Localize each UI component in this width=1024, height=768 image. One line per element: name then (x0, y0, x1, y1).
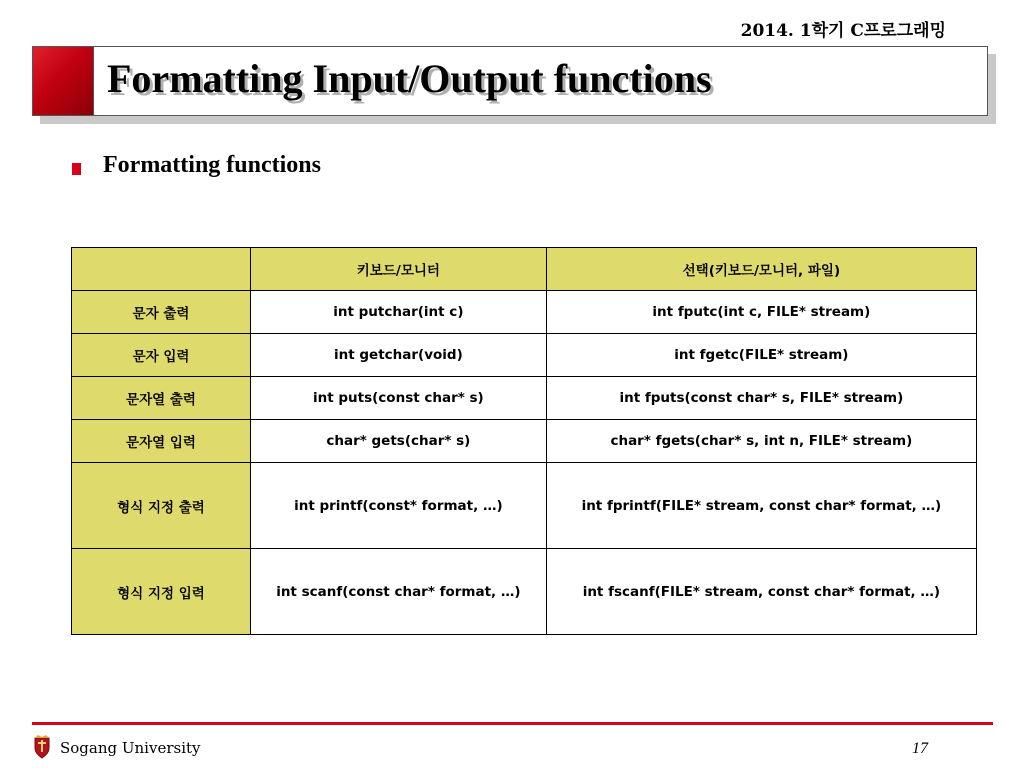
bullet-row (72, 152, 321, 179)
table-cell: int puts(const char* s) (251, 377, 547, 420)
table-cell: char* fgets(char* s, int n, FILE* stream) (546, 420, 976, 463)
table-row (72, 549, 977, 635)
university-name: Sogang University (60, 739, 201, 757)
row-label-cell: 문자 입력 (72, 334, 251, 377)
table-cell: int fputs(const char* s, FILE* stream) (546, 377, 976, 420)
course-label: 2014. 1학기 C프로그래밍 (740, 21, 946, 41)
table-header-cell: 키보드/모니터 (251, 248, 547, 291)
title-accent-block (33, 47, 94, 115)
table-cell: int fscanf(FILE* stream, const char* format, …) (546, 549, 976, 635)
row-label-cell: 형식 지정 입력 (72, 549, 251, 635)
table-cell: char* gets(char* s) (251, 420, 547, 463)
table-row (72, 420, 977, 463)
table-cell: int fgetc(FILE* stream) (546, 334, 976, 377)
table-cell: int scanf(const char* format, …) (251, 549, 547, 635)
table-cell: int putchar(int c) (251, 291, 547, 334)
row-label-cell: 형식 지정 출력 (72, 463, 251, 549)
table-header-cell (72, 248, 251, 291)
functions-table (71, 247, 977, 635)
page-number: 17 (912, 740, 928, 757)
table-row (72, 334, 977, 377)
table-row (72, 463, 977, 549)
footer-divider (32, 722, 993, 725)
title-box (32, 46, 988, 116)
slide-title: Formatting Input/Output functions (107, 56, 712, 101)
table-cell: int fputc(int c, FILE* stream) (546, 291, 976, 334)
table-header-cell: 선택(키보드/모니터, 파일) (546, 248, 976, 291)
table-cell: int getchar(void) (251, 334, 547, 377)
bullet-text: Formatting functions (103, 152, 321, 178)
crest-icon (33, 735, 51, 759)
table-header-row (72, 248, 977, 291)
row-label-cell: 문자열 입력 (72, 420, 251, 463)
bullet-square-icon (72, 163, 81, 175)
table-row (72, 377, 977, 420)
table-cell: int fprintf(FILE* stream, const char* format, …) (546, 463, 976, 549)
row-label-cell: 문자 출력 (72, 291, 251, 334)
table-row (72, 291, 977, 334)
table-cell: int printf(const* format, …) (251, 463, 547, 549)
row-label-cell: 문자열 출력 (72, 377, 251, 420)
